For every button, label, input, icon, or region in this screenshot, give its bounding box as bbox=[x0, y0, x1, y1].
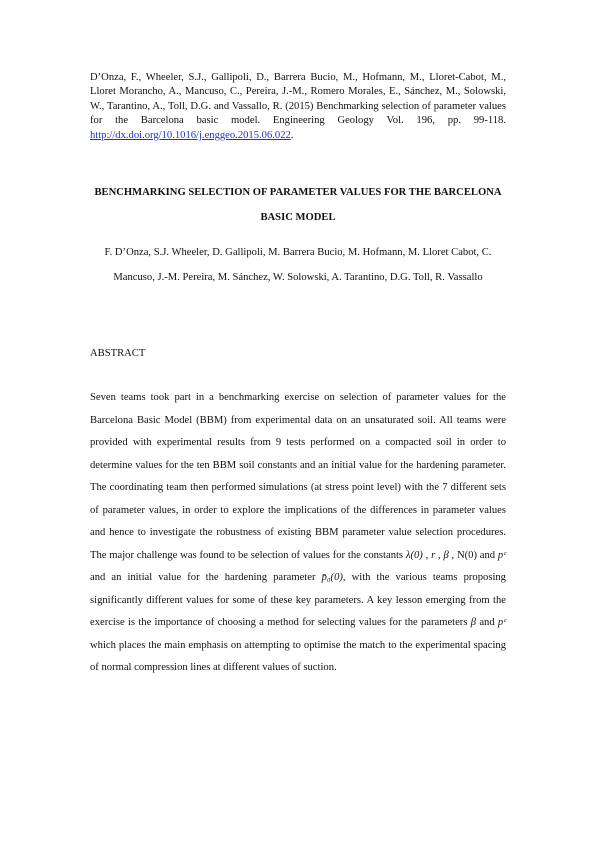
symbol-N0: N(0) bbox=[456, 549, 477, 561]
separator: , bbox=[448, 549, 457, 561]
citation-trailing: . bbox=[290, 129, 294, 141]
conjunction: and bbox=[476, 617, 498, 628]
abstract-text-2: and an initial value for the hardening parameter bbox=[90, 572, 316, 583]
author-list: F. D’Onza, S.J. Wheeler, D. Gallipoli, M. Barrera Bucio, M. Hofmann, M. Lloret Cabot, C. Mancuso, J.-M. Pereira, M. Sánchez, W. Solowski, A. Tarantino, D.G. Toll, R. Vassallo bbox=[104, 247, 492, 283]
abstract-text-4: which places the main emphasis on attempting to optimise the match to the experimental spacing of normal compression lines at different values of suction. bbox=[90, 639, 506, 673]
symbol-lambda0: λ(0) bbox=[405, 549, 423, 561]
abstract-body bbox=[90, 387, 506, 680]
symbol-p0bar: p̄₀(0) bbox=[321, 572, 343, 583]
symbol-pc: pᶜ bbox=[497, 549, 506, 561]
abstract-text-3: , with the various teams proposing significantly different values for some of these key parameters. A key lesson emerging from the exercise is the importance of choosing a method for selecting values for the parameters bbox=[90, 572, 506, 628]
symbol-beta: β bbox=[443, 549, 449, 561]
conjunction: and bbox=[477, 549, 498, 561]
citation-text: D’Onza, F., Wheeler, S.J., Gallipoli, D., Barrera Bucio, M., Hofmann, M., Lloret-Cabot, M., Lloret Morancho, A., Mancuso, C., Pereira, J.-M., Romero Morales, E., Sánchez, M., Solowski, W., Tarantino, A., Toll, D.G. and Vassallo, R. (2015) Benchmarking selection of parameter values for the Barcelona basic model. Engineering Geology Vol. 196, pp. 99-118. bbox=[90, 72, 506, 127]
abstract-text-1: Seven teams took part in a benchmarking exercise on selection of parameter values for the Barcelona Basic Model (BBM) from experimental data on an unsaturated soil. All teams were provided with experimental results from 9 tests performed on a compacted soil in order to determine values for the ten BBM soil constants and an initial value for the hardening parameter. The coordinating team then performed simulations (at stress point level) with the 7 different sets of parameter values, in order to explore the implications of the differences in parameter values and hence to investigate the robustness of existing BBM parameter value selection procedures. The major challenge was found to be selection of values for the constants bbox=[90, 392, 506, 561]
symbol-pc: pᶜ bbox=[497, 617, 506, 628]
doi-link[interactable]: http://dx.doi.org/10.1016/j.enggeo.2015.06.022 bbox=[90, 129, 291, 141]
citation-block bbox=[90, 71, 506, 143]
abstract-heading: ABSTRACT bbox=[90, 348, 146, 359]
symbol-r: r bbox=[431, 549, 436, 561]
paper-title: BENCHMARKING SELECTION OF PARAMETER VALUES FOR THE BARCELONA BASIC MODEL bbox=[94, 187, 502, 223]
symbol-beta: β bbox=[470, 617, 477, 628]
separator: , bbox=[435, 549, 444, 561]
separator: , bbox=[422, 549, 432, 561]
